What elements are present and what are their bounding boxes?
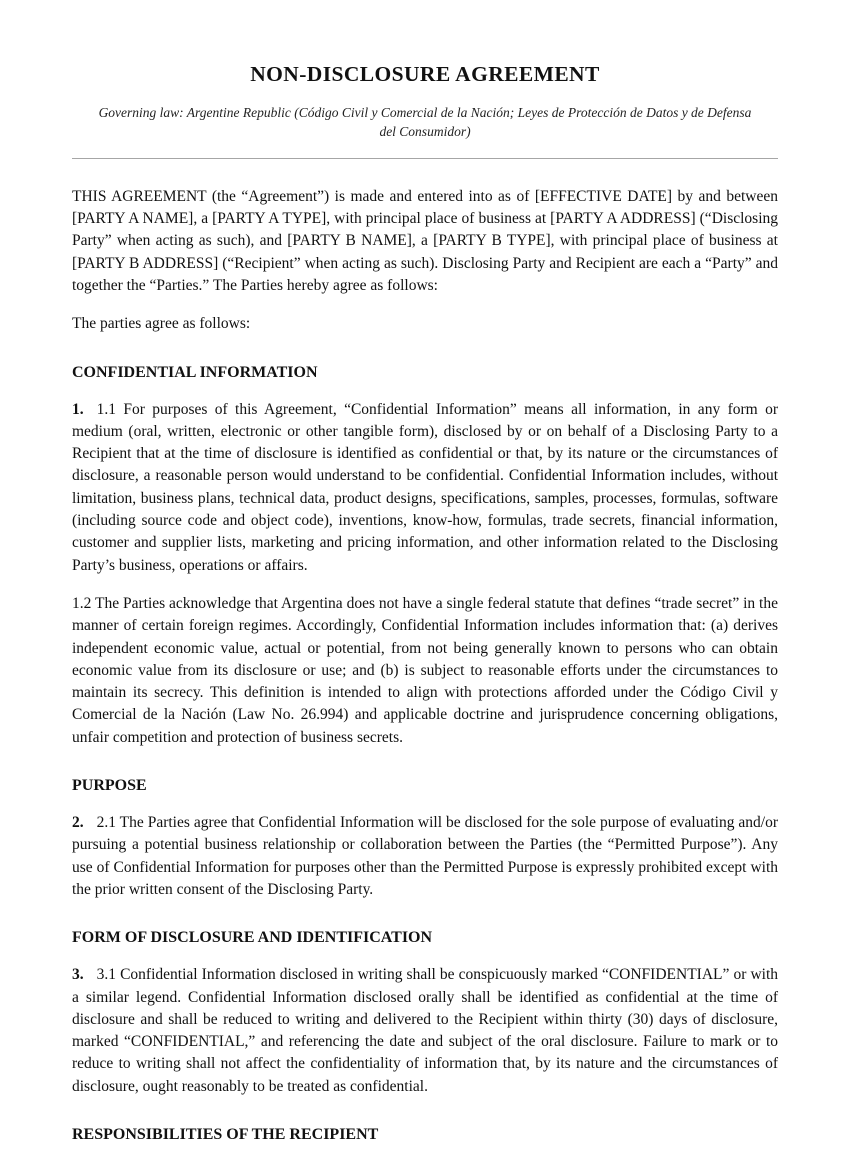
clause-1-number: 1. bbox=[72, 400, 84, 418]
clause-2-1-text: 2.1 The Parties agree that Confidential Information will be disclosed for the sole purpose of evaluating and/or pursuing a potential business relationship or collaboration between the Parties (the “Permitted Purpose”). Any use of Confidential Information for purposes other than the Permitted Purpose is expressly prohibited except with the prior written consent of the Disclosing Party. bbox=[72, 814, 778, 898]
clause-1-1 bbox=[72, 399, 778, 577]
section-heading-responsibilities-of-recipient: RESPONSIBILITIES OF THE RECIPIENT bbox=[72, 1126, 379, 1143]
clause-3-number: 3. bbox=[72, 966, 84, 984]
section-heading-purpose: PURPOSE bbox=[72, 777, 147, 795]
governing-law-subtitle: Governing law: Argentine Republic (Código Civil y Comercial de la Nación; Leyes de Protección de Datos y de Defensa del Consumidor) bbox=[98, 104, 752, 139]
document-title: NON-DISCLOSURE AGREEMENT bbox=[250, 62, 600, 86]
preamble-paragraph: THIS AGREEMENT (the “Agreement”) is made and entered into as of [EFFECTIVE DATE] by and between [PARTY A NAME], a [PARTY A TYPE], with principal place of business at [PARTY A ADDRESS] (“Disclosing Party” when acting as such), and [PARTY B NAME], a [PARTY B TYPE], with principal place of business at [PARTY B ADDRESS] (“Recipient” when acting as such). Disclosing Party and Recipient are each a “Party” and together the “Parties.” The Parties hereby agree as follows: bbox=[72, 187, 778, 294]
section-heading-confidential-information: CONFIDENTIAL INFORMATION bbox=[72, 363, 318, 381]
section-heading-form-of-disclosure: FORM OF DISCLOSURE AND IDENTIFICATION bbox=[72, 929, 433, 947]
lead-in-paragraph: The parties agree as follows: bbox=[72, 315, 251, 333]
clause-1-2: 1.2 The Parties acknowledge that Argentina does not have a single federal statute that defines “trade secret” in the manner of certain foreign regimes. Accordingly, Confidential Information includes information that: (a) derives independent economic value, actual or potential, from not being generally known to persons who can obtain economic value from its disclosure or use; and (b) is subject to reasonable efforts under the circumstances to maintain its secrecy. This definition is intended to align with protections afforded under the Código Civil y Comercial de la Nación (Law No. 26.994) and applicable doctrine and jurisprudence concerning obligations, unfair competition and protection of business secrets. bbox=[72, 594, 778, 746]
clause-3-1 bbox=[72, 964, 778, 1098]
divider-rule bbox=[72, 158, 778, 159]
document-page bbox=[0, 62, 850, 1162]
clause-1-1-text: 1.1 For purposes of this Agreement, “Confidential Information” means all information, in any form or medium (oral, written, electronic or other tangible form), disclosed by or on behalf of a Disclosing Party to a Recipient that at the time of disclosure is identified as confidential or that, by its nature or the circumstances of disclosure, a reasonable person would understand to be confidential. Confidential Information includes, without limitation, business plans, technical data, product designs, specifications, samples, processes, formulas, software (including source code and object code), inventions, know-how, formulas, trade secrets, financial information, customer and supplier lists, marketing and pricing information, and other information related to the Disclosing Party’s business, operations or affairs. bbox=[72, 400, 778, 574]
clause-2-number: 2. bbox=[72, 814, 84, 832]
clause-3-1-text: 3.1 Confidential Information disclosed in writing shall be conspicuously marked “CONFIDENTIAL” or with a similar legend. Confidential Information disclosed orally shall be identified as confidential at the time of disclosure and shall be reduced to writing and delivered to the Recipient within thirty (30) days of disclosure, marked “CONFIDENTIAL,” and referencing the date and subject of the oral disclosure. Failure to mark or to reduce to writing shall not affect the confidentiality of information that, by its nature and the circumstances of disclosure, ought reasonably to be treated as confidential. bbox=[72, 966, 778, 1095]
clause-2-1 bbox=[72, 812, 778, 901]
